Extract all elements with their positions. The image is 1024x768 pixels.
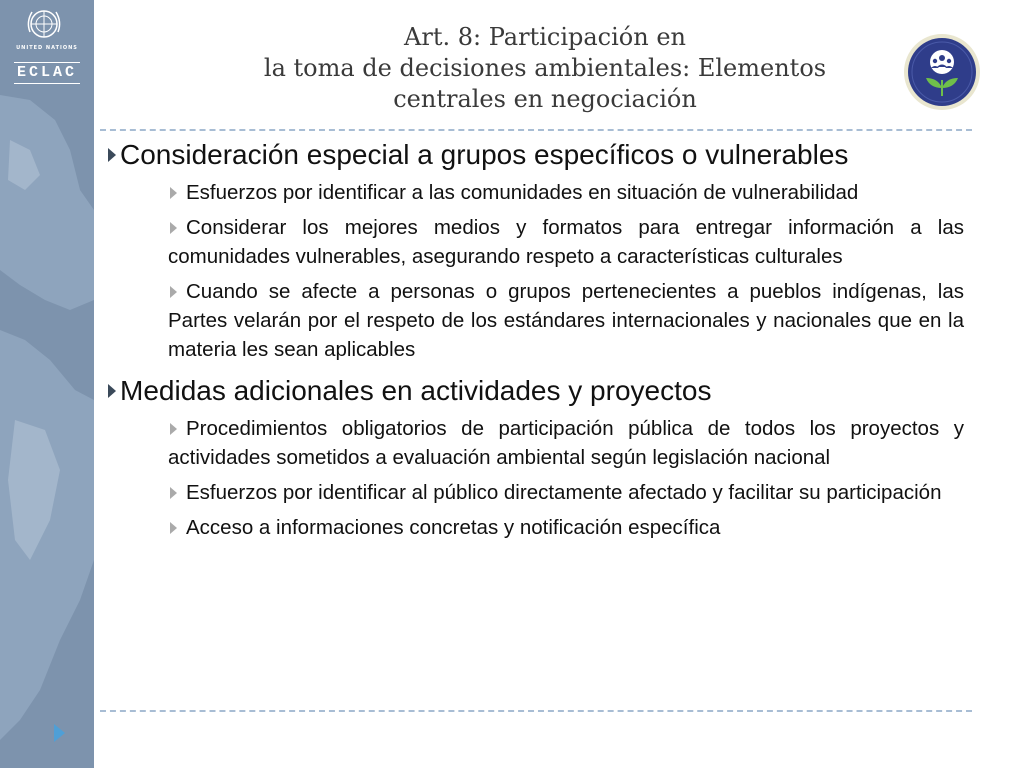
sub-bullet-arrow-icon: [170, 222, 177, 234]
sub-bullet-text: Cuando se afecte a personas o grupos pertenecientes a pueblos indígenas, las Partes velarán por el respeto de los estándares internacionales y nacionales que en la materia les sean aplicables: [168, 280, 964, 361]
sub-bullet-list: [168, 178, 964, 364]
title-line-1: Art. 8: Participación en: [404, 23, 686, 51]
sub-bullet-text: Considerar los mejores medios y formatos para entregar información a las comunidades vulnerables, asegurando respeto a características culturales: [168, 216, 964, 268]
sub-bullet-text: Esfuerzos por identificar al público directamente afectado y facilitar su participación: [186, 481, 942, 504]
bullet-arrow-icon: [108, 148, 116, 162]
slide-body: [104, 138, 964, 552]
sub-bullet-arrow-icon: [170, 423, 177, 435]
sidebar-panel: [0, 0, 94, 768]
sub-bullet-item: [168, 277, 964, 364]
bullet-label: Medidas adicionales en actividades y proyectos: [120, 375, 712, 406]
sub-bullet-item: [168, 513, 964, 542]
sub-bullet-item: [168, 414, 964, 472]
next-slide-arrow-icon[interactable]: [54, 724, 65, 742]
eclac-logo: ECLAC: [14, 62, 80, 84]
world-map-background: [0, 0, 94, 768]
title-line-3: centrales en negociación: [393, 85, 697, 113]
bullet-arrow-icon: [108, 384, 116, 398]
title-line-2: la toma de decisiones ambientales: Elementos: [263, 54, 827, 82]
people-plant-icon: [902, 32, 982, 112]
bullet-item: [104, 374, 964, 542]
bullet-label: Consideración especial a grupos específicos o vulnerables: [120, 139, 849, 170]
sub-bullet-item: [168, 478, 964, 507]
sub-bullet-arrow-icon: [170, 187, 177, 199]
bullet-item: [104, 138, 964, 364]
sub-bullet-arrow-icon: [170, 286, 177, 298]
sub-bullet-text: Acceso a informaciones concretas y notificación específica: [186, 516, 721, 539]
bottom-divider: [100, 710, 972, 712]
sub-bullet-arrow-icon: [170, 487, 177, 499]
sub-bullet-text: Procedimientos obligatorios de participación pública de todos los proyectos y actividades sometidos a evaluación ambiental según legislación nacional: [168, 417, 964, 469]
top-divider: [100, 129, 972, 131]
sub-bullet-item: [168, 178, 964, 207]
sub-bullet-arrow-icon: [170, 522, 177, 534]
sub-bullet-text: Esfuerzos por identificar a las comunidades en situación de vulnerabilidad: [186, 181, 859, 204]
slide-title: [130, 22, 960, 115]
un-emblem-icon: [24, 4, 64, 44]
un-label: UNITED NATIONS: [16, 45, 78, 51]
sub-bullet-item: [168, 213, 964, 271]
sub-bullet-list: [168, 414, 964, 542]
